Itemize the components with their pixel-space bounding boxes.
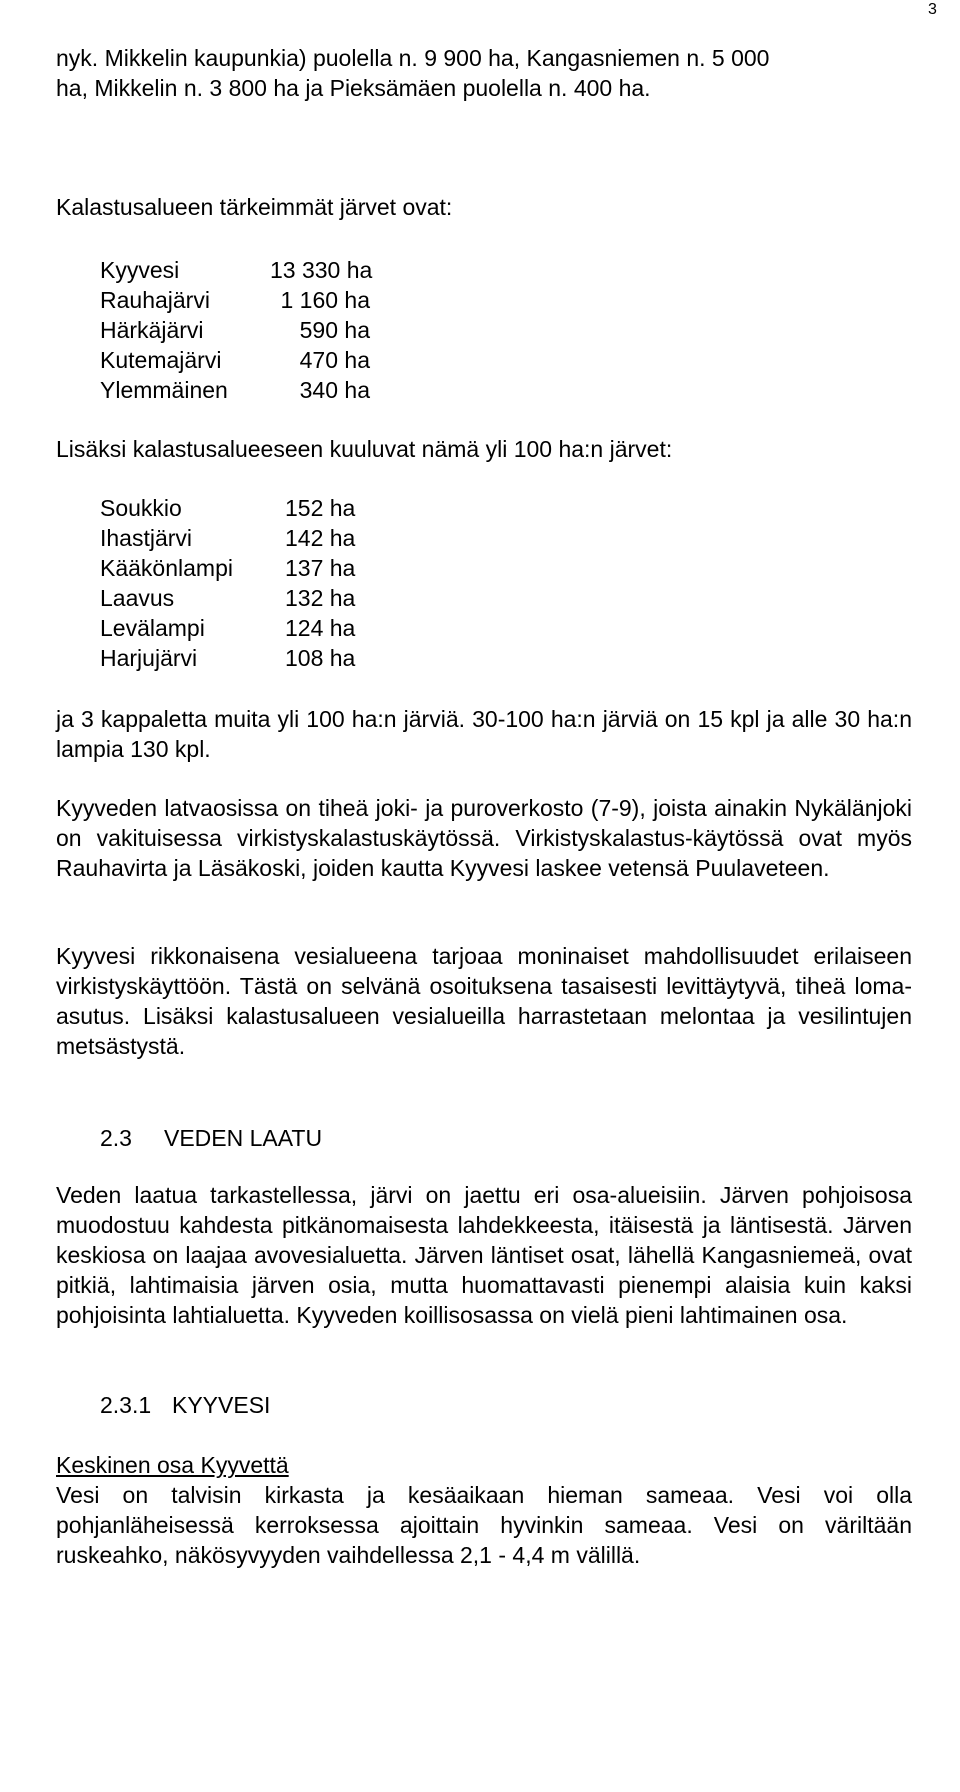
lake-name: Kääkönlampi [100,555,233,581]
paragraph-recreation: Kyyvesi rikkonaisena vesialueena tarjoaa moninaiset mahdollisuudet erilaiseen virkistyskäyttöön. Tästä on selvänä osoituksena tasaisesti levittäytyvä, tiheä loma-asutus. Lisäksi kalastusalueen vesialueilla harrastetaan melontaa ja vesilintujen metsästystä. [56,943,912,1059]
lake-name: Laavus [100,585,175,611]
lake-area: 1 160 ha [280,287,370,313]
lake-name: Soukkio [100,495,182,521]
table-row [100,643,355,673]
lake-area: 340 ha [299,377,370,403]
table-row [100,375,370,405]
section-title: VEDEN LAATU [164,1125,323,1151]
table-row [100,345,370,375]
lake-area: 124 ha [285,615,356,641]
table-row [100,523,355,553]
page-number: 3 [928,1,937,18]
other-lakes-table [100,493,355,673]
lake-name: Ylemmäinen [100,377,228,403]
lake-name: Kyyvesi [100,257,180,283]
main-lakes-table [100,255,373,405]
lake-area: 470 ha [299,347,370,373]
lake-area: 132 ha [285,585,356,611]
paragraph-water-quality: Veden laatua tarkastellessa, järvi on jaettu eri osa-alueisiin. Järven pohjoisosa muodostuu kahdesta pitkänomaisesta lahdekkeesta, itäisestä ja läntisestä. Järven keskiosa on laajaa avovesialuetta. Järven läntiset osat, lähellä Kangasniemeä, ovat pitkiä, lahtimaisia järven osia, mutta huomattavasti pienempi alaisia kuin kaksi pohjoisinta lahtialuetta. Kyyveden koillisosassa on vielä pieni lahtimainen osa. [56,1182,912,1328]
paragraph-keskinen-osa: Vesi on talvisin kirkasta ja kesäaikaan hieman sameaa. Vesi voi olla pohjanläheisessä kerroksessa ajoittain hyvinkin sameaa. Vesi on väriltään ruskeahko, näkösyvyyden vaihdellessa 2,1 - 4,4 m välillä. [56,1482,912,1568]
table-row [100,553,355,583]
lake-area: 152 ha [285,495,356,521]
table-row [100,315,370,345]
other-lakes-intro: Lisäksi kalastusalueeseen kuuluvat nämä yli 100 ha:n järvet: [56,436,673,462]
paragraph-streams: Kyyveden latvaosissa on tiheä joki- ja puroverkosto (7-9), joista ainakin Nykälänjoki on vakituisessa virkistyskalastuskäytössä. Virkistyskalastus-käytössä ovat myös Rauhavirta ja Läsäkoski, joiden kautta Kyyvesi laskee vetensä Puulaveteen. [56,795,912,881]
main-lakes-intro: Kalastusalueen tärkeimmät järvet ovat: [56,194,453,220]
lake-area: 142 ha [285,525,356,551]
lake-area: 108 ha [285,645,356,671]
lake-area: 590 ha [299,317,370,343]
lake-name: Härkäjärvi [100,317,204,343]
lake-name: Levälampi [100,615,205,641]
subsection-number: 2.3.1 [100,1392,152,1418]
table-row [100,285,370,315]
subsection-title: KYYVESI [172,1392,271,1418]
intro-line-2: ha, Mikkelin n. 3 800 ha ja Pieksämäen puolella n. 400 ha. [56,75,651,101]
table-row [100,583,355,613]
intro-line-1: nyk. Mikkelin kaupunkia) puolella n. 9 900 ha, Kangasniemen n. 5 000 [56,45,770,71]
paragraph-other-lakes: ja 3 kappaletta muita yli 100 ha:n järviä. 30-100 ha:n järviä on 15 kpl ja alle 30 ha:n lampia 130 kpl. [56,706,912,762]
lake-name: Rauhajärvi [100,287,210,313]
table-row [100,613,355,643]
lake-name: Harjujärvi [100,645,198,671]
table-row [100,493,355,523]
lake-area: 137 ha [285,555,356,581]
subheading-keskinen-osa: Keskinen osa Kyyvettä [56,1452,289,1478]
lake-name: Ihastjärvi [100,525,193,551]
section-number: 2.3 [100,1125,132,1151]
lake-area: 13 330 ha [270,257,373,283]
table-row [100,255,373,285]
lake-name: Kutemajärvi [100,347,222,373]
